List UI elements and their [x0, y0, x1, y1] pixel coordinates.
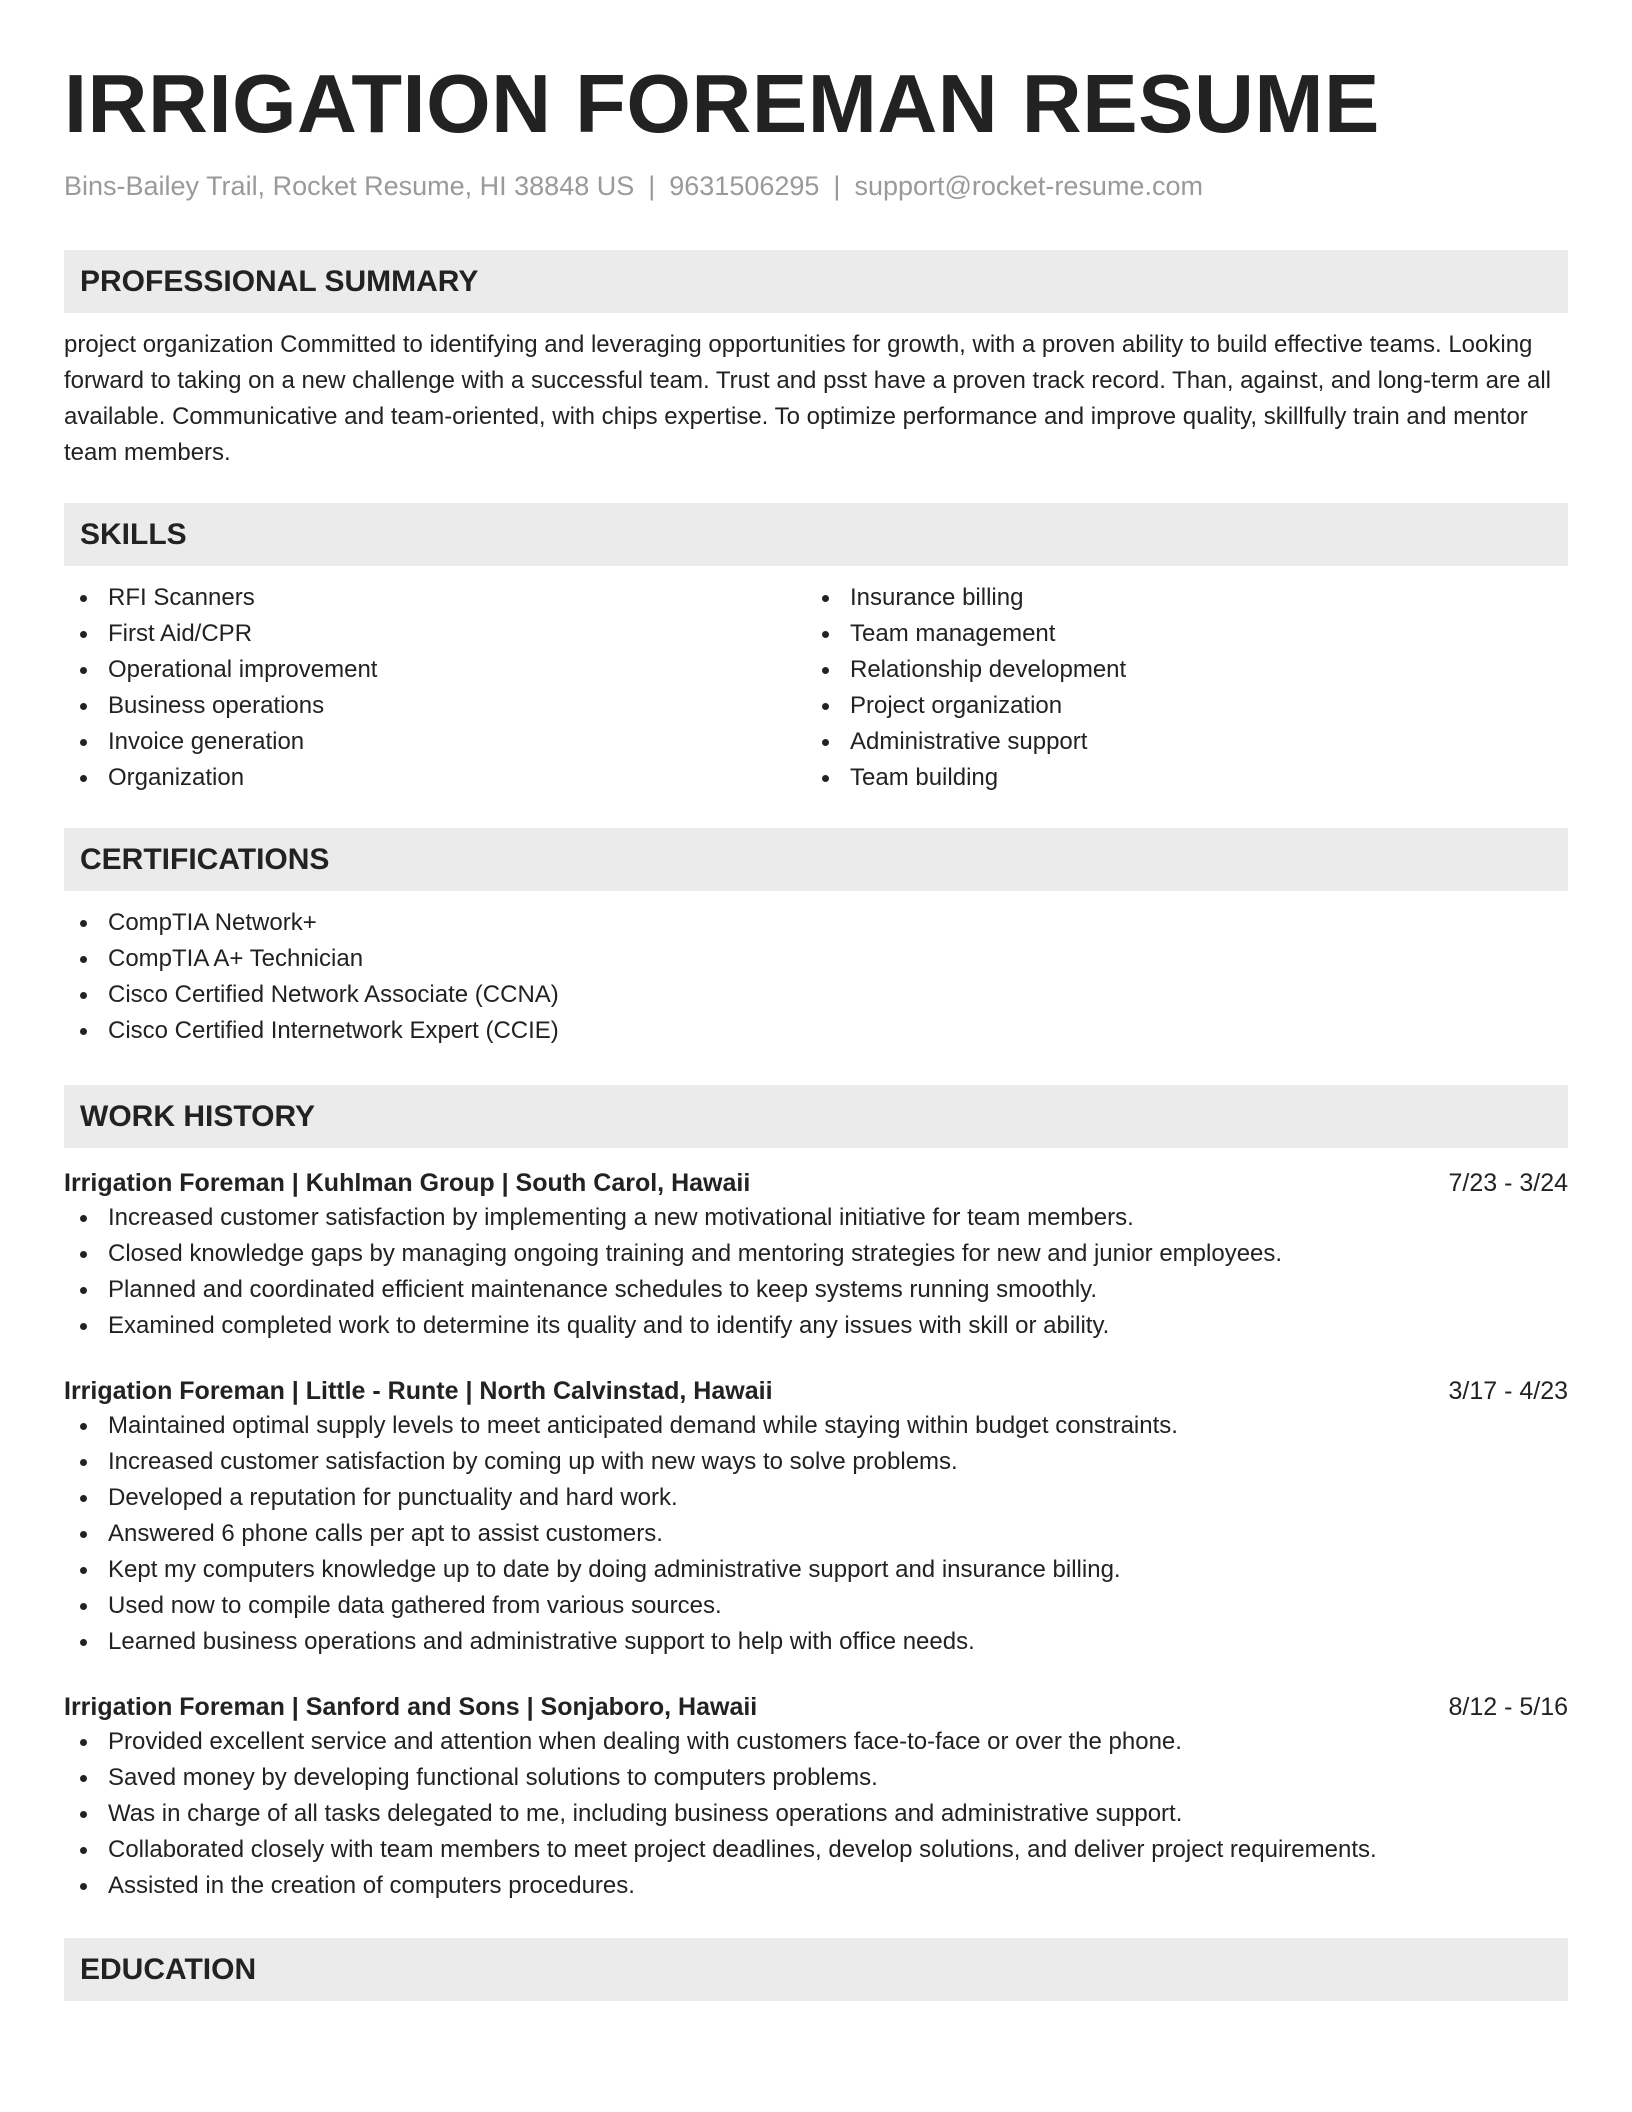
skill-item: Relationship development: [806, 652, 1548, 688]
contact-separator: |: [833, 171, 841, 201]
section-header-work-history: WORK HISTORY: [64, 1085, 1568, 1148]
section-header-certifications: CERTIFICATIONS: [64, 828, 1568, 891]
job-duty: Used now to compile data gathered from various sources.: [64, 1588, 1568, 1624]
job-header: [64, 1690, 1568, 1724]
certification-item: Cisco Certified Network Associate (CCNA): [64, 977, 1568, 1013]
job-duty: Assisted in the creation of computers procedures.: [64, 1868, 1568, 1904]
skill-item: First Aid/CPR: [64, 616, 806, 652]
job-title: Irrigation Foreman | Sanford and Sons | Sonjaboro, Hawaii: [64, 1693, 758, 1721]
job-duties-list: [64, 1408, 1568, 1660]
section-header-summary: PROFESSIONAL SUMMARY: [64, 250, 1568, 313]
skill-item: Operational improvement: [64, 652, 806, 688]
job-duty: Learned business operations and administrative support to help with office needs.: [64, 1624, 1568, 1660]
job-duty: Kept my computers knowledge up to date by doing administrative support and insurance billing.: [64, 1552, 1568, 1588]
contact-email: support@rocket-resume.com: [854, 171, 1203, 201]
job-header: [64, 1166, 1568, 1200]
job-duty: Provided excellent service and attention when dealing with customers face-to-face or over the phone.: [64, 1724, 1568, 1760]
skills-grid: [64, 580, 1568, 796]
job-title: Irrigation Foreman | Little - Runte | North Calvinstad, Hawaii: [64, 1377, 773, 1405]
job-duty: Examined completed work to determine its quality and to identify any issues with skill or ability.: [64, 1308, 1568, 1344]
job-duty: Closed knowledge gaps by managing ongoing training and mentoring strategies for new and junior employees.: [64, 1236, 1568, 1272]
skill-item: Organization: [64, 760, 806, 796]
section-header-education: EDUCATION: [64, 1938, 1568, 2001]
job-duty: Increased customer satisfaction by coming up with new ways to solve problems.: [64, 1444, 1568, 1480]
job-duty: Increased customer satisfaction by implementing a new motivational initiative for team members.: [64, 1200, 1568, 1236]
resume-title: IRRIGATION FOREMAN RESUME: [64, 57, 1380, 150]
contact-line: [64, 170, 1568, 202]
contact-separator: |: [648, 171, 656, 201]
skill-item: Administrative support: [806, 724, 1548, 760]
job-entry: [64, 1374, 1568, 1660]
contact-phone: 9631506295: [669, 171, 820, 201]
job-duty: Collaborated closely with team members to meet project deadlines, develop solutions, and deliver project requirements.: [64, 1832, 1568, 1868]
job-header: [64, 1374, 1568, 1408]
skill-item: Team building: [806, 760, 1548, 796]
skills-list-right: [806, 580, 1548, 796]
job-dates: 3/17 - 4/23: [1448, 1377, 1568, 1405]
skill-item: Project organization: [806, 688, 1548, 724]
section-header-skills: SKILLS: [64, 503, 1568, 566]
skill-item: Insurance billing: [806, 580, 1548, 616]
certifications-list: [64, 905, 1568, 1049]
job-dates: 8/12 - 5/16: [1448, 1693, 1568, 1721]
certification-item: CompTIA Network+: [64, 905, 1568, 941]
summary-text: project organization Committed to identifying and leveraging opportunities for growth, with a proven ability to build effective teams. Looking forward to taking on a new challenge with a successful team. Trust and psst have a proven track record. Than, against, and long-term are all available. Communicative and team-oriented, with chips expertise. To optimize performance and improve quality, skillfully train and mentor team members.: [64, 331, 1552, 466]
job-dates: 7/23 - 3/24: [1448, 1169, 1568, 1197]
skill-item: Team management: [806, 616, 1548, 652]
skill-item: Business operations: [64, 688, 806, 724]
contact-address: Bins-Bailey Trail, Rocket Resume, HI 38848 US: [64, 171, 635, 201]
skill-item: RFI Scanners: [64, 580, 806, 616]
skills-list-left: [64, 580, 806, 796]
job-duty: Was in charge of all tasks delegated to me, including business operations and administrative support.: [64, 1796, 1568, 1832]
job-title: Irrigation Foreman | Kuhlman Group | South Carol, Hawaii: [64, 1169, 751, 1197]
job-entry: [64, 1166, 1568, 1344]
job-duty: Planned and coordinated efficient maintenance schedules to keep systems running smoothly.: [64, 1272, 1568, 1308]
certification-item: Cisco Certified Internetwork Expert (CCIE): [64, 1013, 1568, 1049]
job-entry: [64, 1690, 1568, 1904]
job-duty: Answered 6 phone calls per apt to assist customers.: [64, 1516, 1568, 1552]
job-duty: Saved money by developing functional solutions to computers problems.: [64, 1760, 1568, 1796]
job-duty: Maintained optimal supply levels to meet anticipated demand while staying within budget constraints.: [64, 1408, 1568, 1444]
job-duties-list: [64, 1200, 1568, 1344]
job-duty: Developed a reputation for punctuality and hard work.: [64, 1480, 1568, 1516]
certification-item: CompTIA A+ Technician: [64, 941, 1568, 977]
skill-item: Invoice generation: [64, 724, 806, 760]
job-duties-list: [64, 1724, 1568, 1904]
